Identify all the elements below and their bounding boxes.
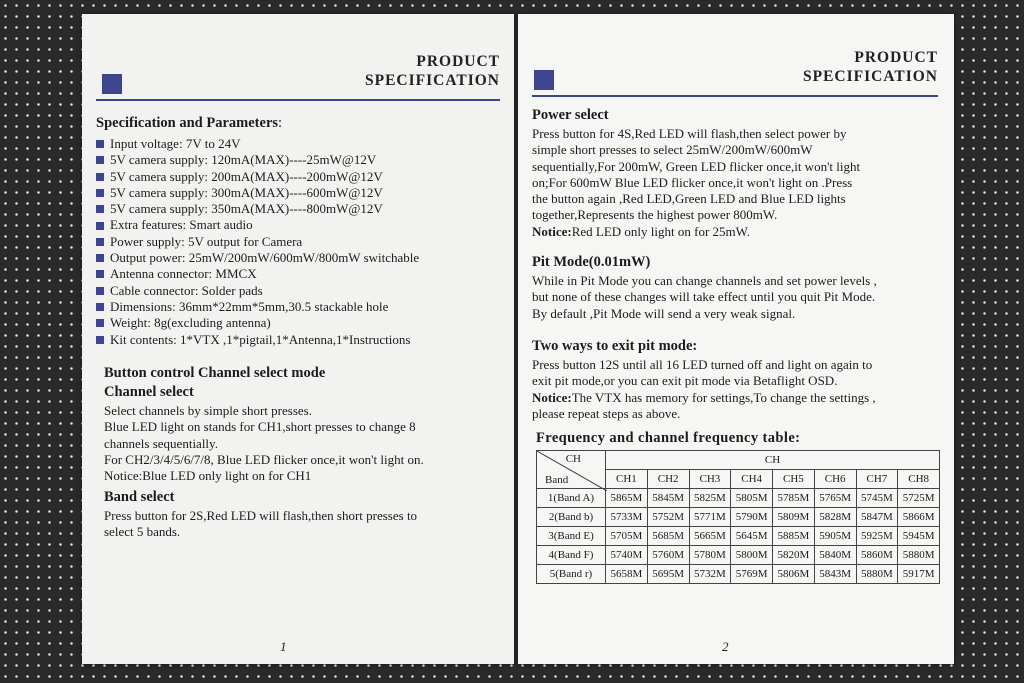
spec-text: 5V camera supply: 350mA(MAX)----800mW@12V [110, 201, 383, 217]
band-label-cell: 3(Band E) [537, 527, 606, 546]
square-bullet-icon [96, 205, 104, 213]
spec-text: 5V camera supply: 300mA(MAX)----600mW@12V [110, 184, 383, 200]
power-notice: Notice:Red LED only light on for 25mW. [532, 224, 750, 239]
spec-text: Cable connector: Solder pads [110, 282, 263, 298]
frequency-cell: 5840M [814, 546, 856, 565]
exit-pit-title: Two ways to exit pit mode: [532, 338, 698, 354]
text-line: exit pit mode,or you can exit pit mode via Betaflight OSD. [532, 373, 838, 389]
frequency-cell: 5771M [689, 508, 731, 527]
corner-ch-label: CH [565, 453, 581, 465]
band-select-text [104, 508, 417, 541]
text-line: Select channels by simple short presses. [104, 403, 312, 418]
spec-text: 5V camera supply: 200mA(MAX)----200mW@12V [110, 168, 383, 184]
spec-text: Dimensions: 36mm*22mm*5mm,30.5 stackable hole [110, 298, 389, 314]
spec-text: Input voltage: 7V to 24V [110, 136, 241, 151]
header-line-1: PRODUCT [416, 53, 500, 70]
frequency-cell: 5733M [606, 508, 648, 527]
page-header [803, 48, 938, 86]
frequency-cell: 5732M [689, 565, 731, 584]
frequency-cell: 5740M [606, 546, 648, 565]
channel-header-cell: CH4 [731, 470, 773, 489]
frequency-cell: 5925M [856, 527, 898, 546]
frequency-cell: 5860M [856, 546, 898, 565]
spec-item [96, 332, 419, 348]
table-row [537, 489, 940, 508]
square-bullet-icon [96, 319, 104, 327]
header-rule [96, 99, 500, 101]
manual-page-right [518, 14, 954, 664]
page-number: 2 [722, 639, 729, 654]
band-label-cell: 2(Band b) [537, 508, 606, 527]
channel-select-text [104, 403, 424, 484]
frequency-cell: 5917M [898, 565, 940, 584]
frequency-cell: 5695M [647, 565, 689, 584]
corner-band-label: Band [545, 474, 569, 486]
frequency-cell: 5828M [814, 508, 856, 527]
table-corner-cell [537, 451, 606, 489]
frequency-cell: 5725M [898, 489, 940, 508]
spec-text: 5V camera supply: 120mA(MAX)----25mW@12V [110, 152, 377, 168]
frequency-cell: 5780M [689, 546, 731, 565]
text-line: but none of these changes will take effect until you quit Pit Mode. [532, 289, 876, 305]
square-bullet-icon [96, 140, 104, 148]
frequency-cell: 5806M [773, 565, 815, 584]
spec-item [96, 136, 419, 152]
square-bullet-icon [96, 270, 104, 278]
text-line: Press button 12S until all 16 LED turned off and light on again to [532, 357, 873, 372]
table-row [537, 546, 940, 565]
spec-item [96, 315, 419, 331]
frequency-cell: 5809M [773, 508, 815, 527]
spec-item [96, 299, 419, 315]
text-line: channels sequentially. [104, 435, 218, 451]
frequency-cell: 5880M [856, 565, 898, 584]
frequency-cell: 5905M [814, 527, 856, 546]
manual-page-left [82, 14, 514, 664]
pit-mode-text [532, 273, 877, 322]
frequency-cell: 5665M [689, 527, 731, 546]
frequency-cell: 5820M [773, 546, 815, 565]
spec-item [96, 283, 419, 299]
spec-item [96, 152, 419, 168]
spec-text: Output power: 25mW/200mW/600mW/800mW switchable [110, 250, 420, 266]
frequency-cell: 5752M [647, 508, 689, 527]
text-line: the button again ,Red LED,Green LED and Blue LED lights [532, 191, 846, 207]
square-bullet-icon [96, 238, 104, 246]
exit-pit-text [532, 357, 872, 390]
frequency-cell: 5658M [606, 565, 648, 584]
frequency-cell: 5745M [856, 489, 898, 508]
frequency-cell: 5769M [731, 565, 773, 584]
spec-section-title: Specification and Parameters: [96, 115, 283, 131]
spec-list [96, 136, 419, 348]
text-line: While in Pit Mode you can change channels and set power levels , [532, 273, 877, 288]
channel-header-cell: CH2 [647, 470, 689, 489]
table-row [537, 508, 940, 527]
text-line: Blue LED light on stands for CH1,short presses to change 8 [104, 419, 416, 435]
spec-item [96, 169, 419, 185]
square-bullet-icon [96, 303, 104, 311]
frequency-cell: 5945M [898, 527, 940, 546]
table-row [537, 527, 940, 546]
square-bullet-icon [96, 173, 104, 181]
text-line: select 5 bands. [104, 524, 181, 540]
spec-item [96, 201, 419, 217]
square-bullet-icon [96, 222, 104, 230]
channel-group-header: CH [606, 451, 940, 470]
frequency-table-body [537, 489, 940, 584]
square-bullet-icon [96, 287, 104, 295]
pit-mode-title: Pit Mode(0.01mW) [532, 254, 651, 270]
page-header [365, 52, 500, 90]
text-line: By default ,Pit Mode will send a very weak signal. [532, 305, 796, 321]
frequency-cell: 5805M [731, 489, 773, 508]
frequency-cell: 5785M [773, 489, 815, 508]
text-line: Press button for 2S,Red LED will flash,then short presses to [104, 508, 418, 523]
frequency-cell: 5847M [856, 508, 898, 527]
header-line-2: SPECIFICATION [802, 68, 938, 85]
exit-pit-notice: Notice:The VTX has memory for settings,To change the settings , please repeat steps as above. [532, 390, 876, 422]
header-line-2: SPECIFICATION [364, 72, 500, 89]
frequency-cell: 5645M [731, 527, 773, 546]
header-line-1: PRODUCT [854, 49, 938, 66]
channel-header-cell: CH8 [898, 470, 940, 489]
spec-text: Weight: 8g(excluding antenna) [110, 315, 271, 331]
band-label-cell: 1(Band A) [537, 489, 606, 508]
text-line: on;For 600mW Blue LED flicker once,it won't light on .Press [532, 174, 853, 190]
spec-text: Extra features: Smart audio [110, 217, 253, 233]
frequency-cell: 5880M [898, 546, 940, 565]
frequency-table [536, 450, 940, 584]
channel-select-title: Channel select [104, 384, 194, 400]
channel-header-cell: CH7 [856, 470, 898, 489]
square-bullet-icon [96, 254, 104, 262]
text-line: together,Represents the highest power 800mW. [532, 207, 778, 223]
text-line: For CH2/3/4/5/6/7/8, Blue LED flicker once,it won't light on. [104, 451, 424, 467]
frequency-cell: 5765M [814, 489, 856, 508]
band-select-title: Band select [104, 489, 175, 505]
frequency-cell: 5865M [606, 489, 648, 508]
frequency-cell: 5843M [814, 565, 856, 584]
table-row [537, 565, 940, 584]
freq-table-title: Frequency and channel frequency table: [536, 430, 801, 446]
frequency-cell: 5800M [731, 546, 773, 565]
spec-item [96, 234, 419, 250]
spec-text: Antenna connector: MMCX [110, 266, 257, 282]
text-line: sequentially,For 200mW, Green LED flicker once,it won't light [532, 158, 861, 174]
channel-header-cell: CH5 [773, 470, 815, 489]
channel-header-cell: CH6 [814, 470, 856, 489]
power-select-text [532, 126, 860, 224]
text-line: Press button for 4S,Red LED will flash,then select power by [532, 126, 847, 141]
spec-item [96, 266, 419, 282]
square-bullet-icon [96, 156, 104, 164]
square-bullet-icon [96, 189, 104, 197]
power-select-title: Power select [532, 107, 609, 123]
text-line: Notice:Blue LED only light on for CH1 [104, 468, 312, 484]
square-bullet-icon [96, 336, 104, 344]
blue-square-marker [534, 70, 554, 90]
header-rule [532, 95, 938, 97]
frequency-cell: 5685M [647, 527, 689, 546]
frequency-cell: 5705M [606, 527, 648, 546]
spec-text: Power supply: 5V output for Camera [110, 233, 303, 249]
frequency-cell: 5760M [647, 546, 689, 565]
page-number: 1 [280, 639, 287, 654]
spec-text: Kit contents: 1*VTX ,1*pigtail,1*Antenna,1*Instructions [110, 331, 411, 347]
frequency-cell: 5845M [647, 489, 689, 508]
frequency-cell: 5866M [898, 508, 940, 527]
frequency-cell: 5790M [731, 508, 773, 527]
frequency-cell: 5825M [689, 489, 731, 508]
channel-header-cell: CH3 [689, 470, 731, 489]
spec-item [96, 217, 419, 233]
channel-header-cell: CH1 [606, 470, 648, 489]
text-line: simple short presses to select 25mW/200mW/600mW [532, 142, 813, 158]
band-label-cell: 5(Band r) [537, 565, 606, 584]
blue-square-marker [102, 74, 122, 94]
spec-item [96, 185, 419, 201]
frequency-cell: 5885M [773, 527, 815, 546]
button-mode-title: Button control Channel select mode [104, 365, 326, 381]
spec-item [96, 250, 419, 266]
band-label-cell: 4(Band F) [537, 546, 606, 565]
